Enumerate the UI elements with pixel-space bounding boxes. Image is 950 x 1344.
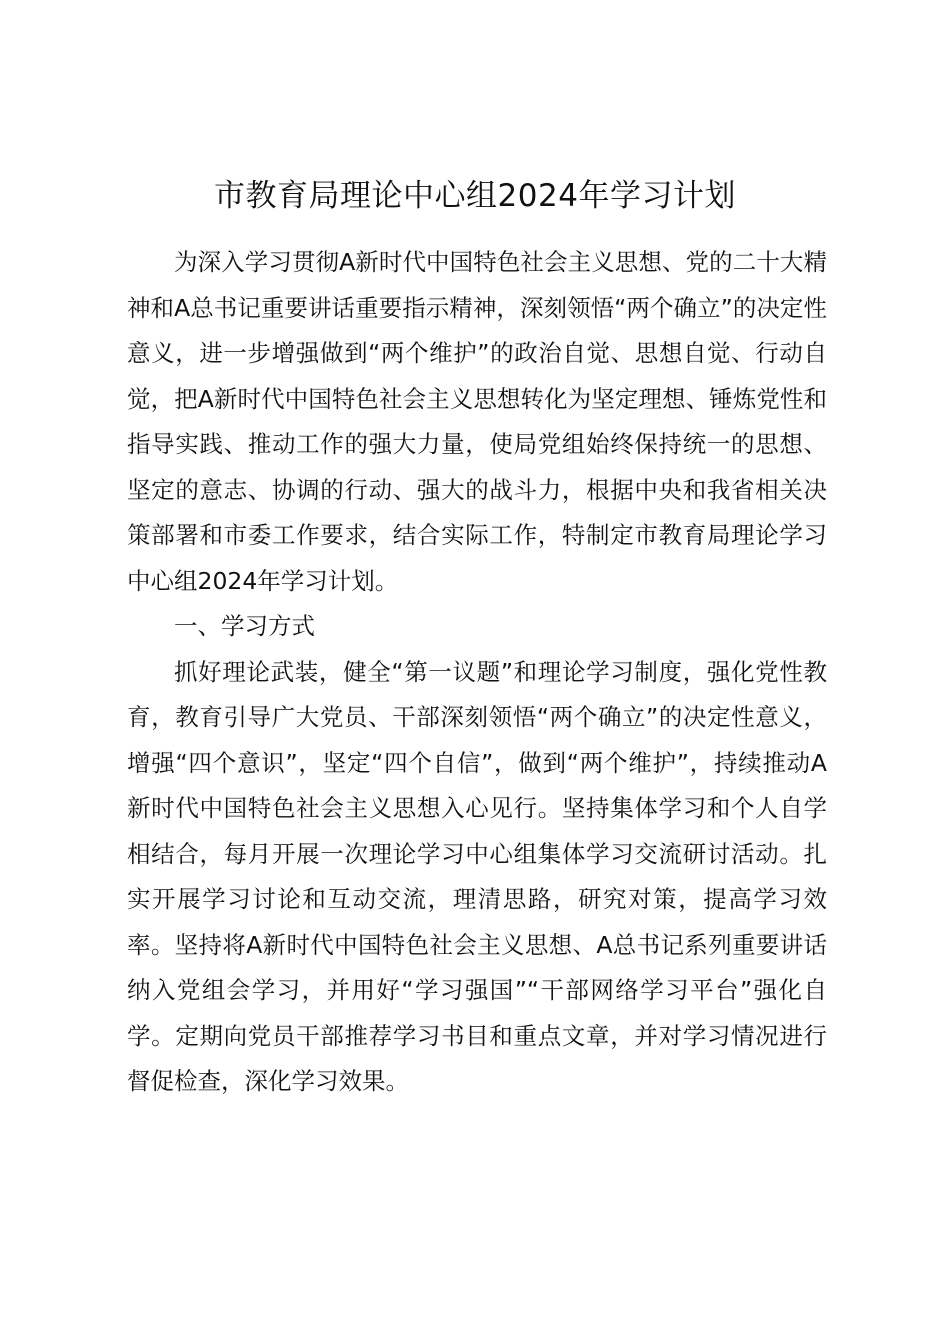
document-title: 市教育局理论中心组2024年学习计划 [214, 178, 736, 214]
section-paragraph: 抓好理论武装，健全“第一议题”和理论学习制度，强化党性教育，教育引导广大党员、干部深刻领悟“两个确立”的决定性意义，增强“四个意识”，坚定“四个自信”，做到“两个维护”，持续推动A新时代中国特色社会主义思想入心见行。坚持集体学习和个人自学相结合，每月开展一次理论学习中心组集体学习交流研讨活动。扎实开展学习讨论和互动交流，理清思路，研究对策，提高学习效率。坚持将A新时代中国特色社会主义思想、A总书记系列重要讲话纳入党组会学习，并用好“学习强国”“干部网络学习平台”强化自学。定期向党员干部推荐学习书目和重点文章，并对学习情况进行督促检查，深化学习效果。 [127, 657, 827, 1095]
document-body [127, 240, 827, 1105]
intro-paragraph: 为深入学习贯彻A新时代中国特色社会主义思想、党的二十大精神和A总书记重要讲话重要指示精神，深刻领悟“两个确立”的决定性意义，进一步增强做到“两个维护”的政治自觉、思想自觉、行动自觉，把A新时代中国特色社会主义思想转化为坚定理想、锤炼党性和指导实践、推动工作的强大力量，使局党组始终保持统一的思想、坚定的意志、协调的行动、强大的战斗力，根据中央和我省相关决策部署和市委工作要求，结合实际工作，特制定市教育局理论学习中心组2024年学习计划。 [127, 248, 827, 595]
section-heading: 一、学习方式 [174, 612, 315, 640]
